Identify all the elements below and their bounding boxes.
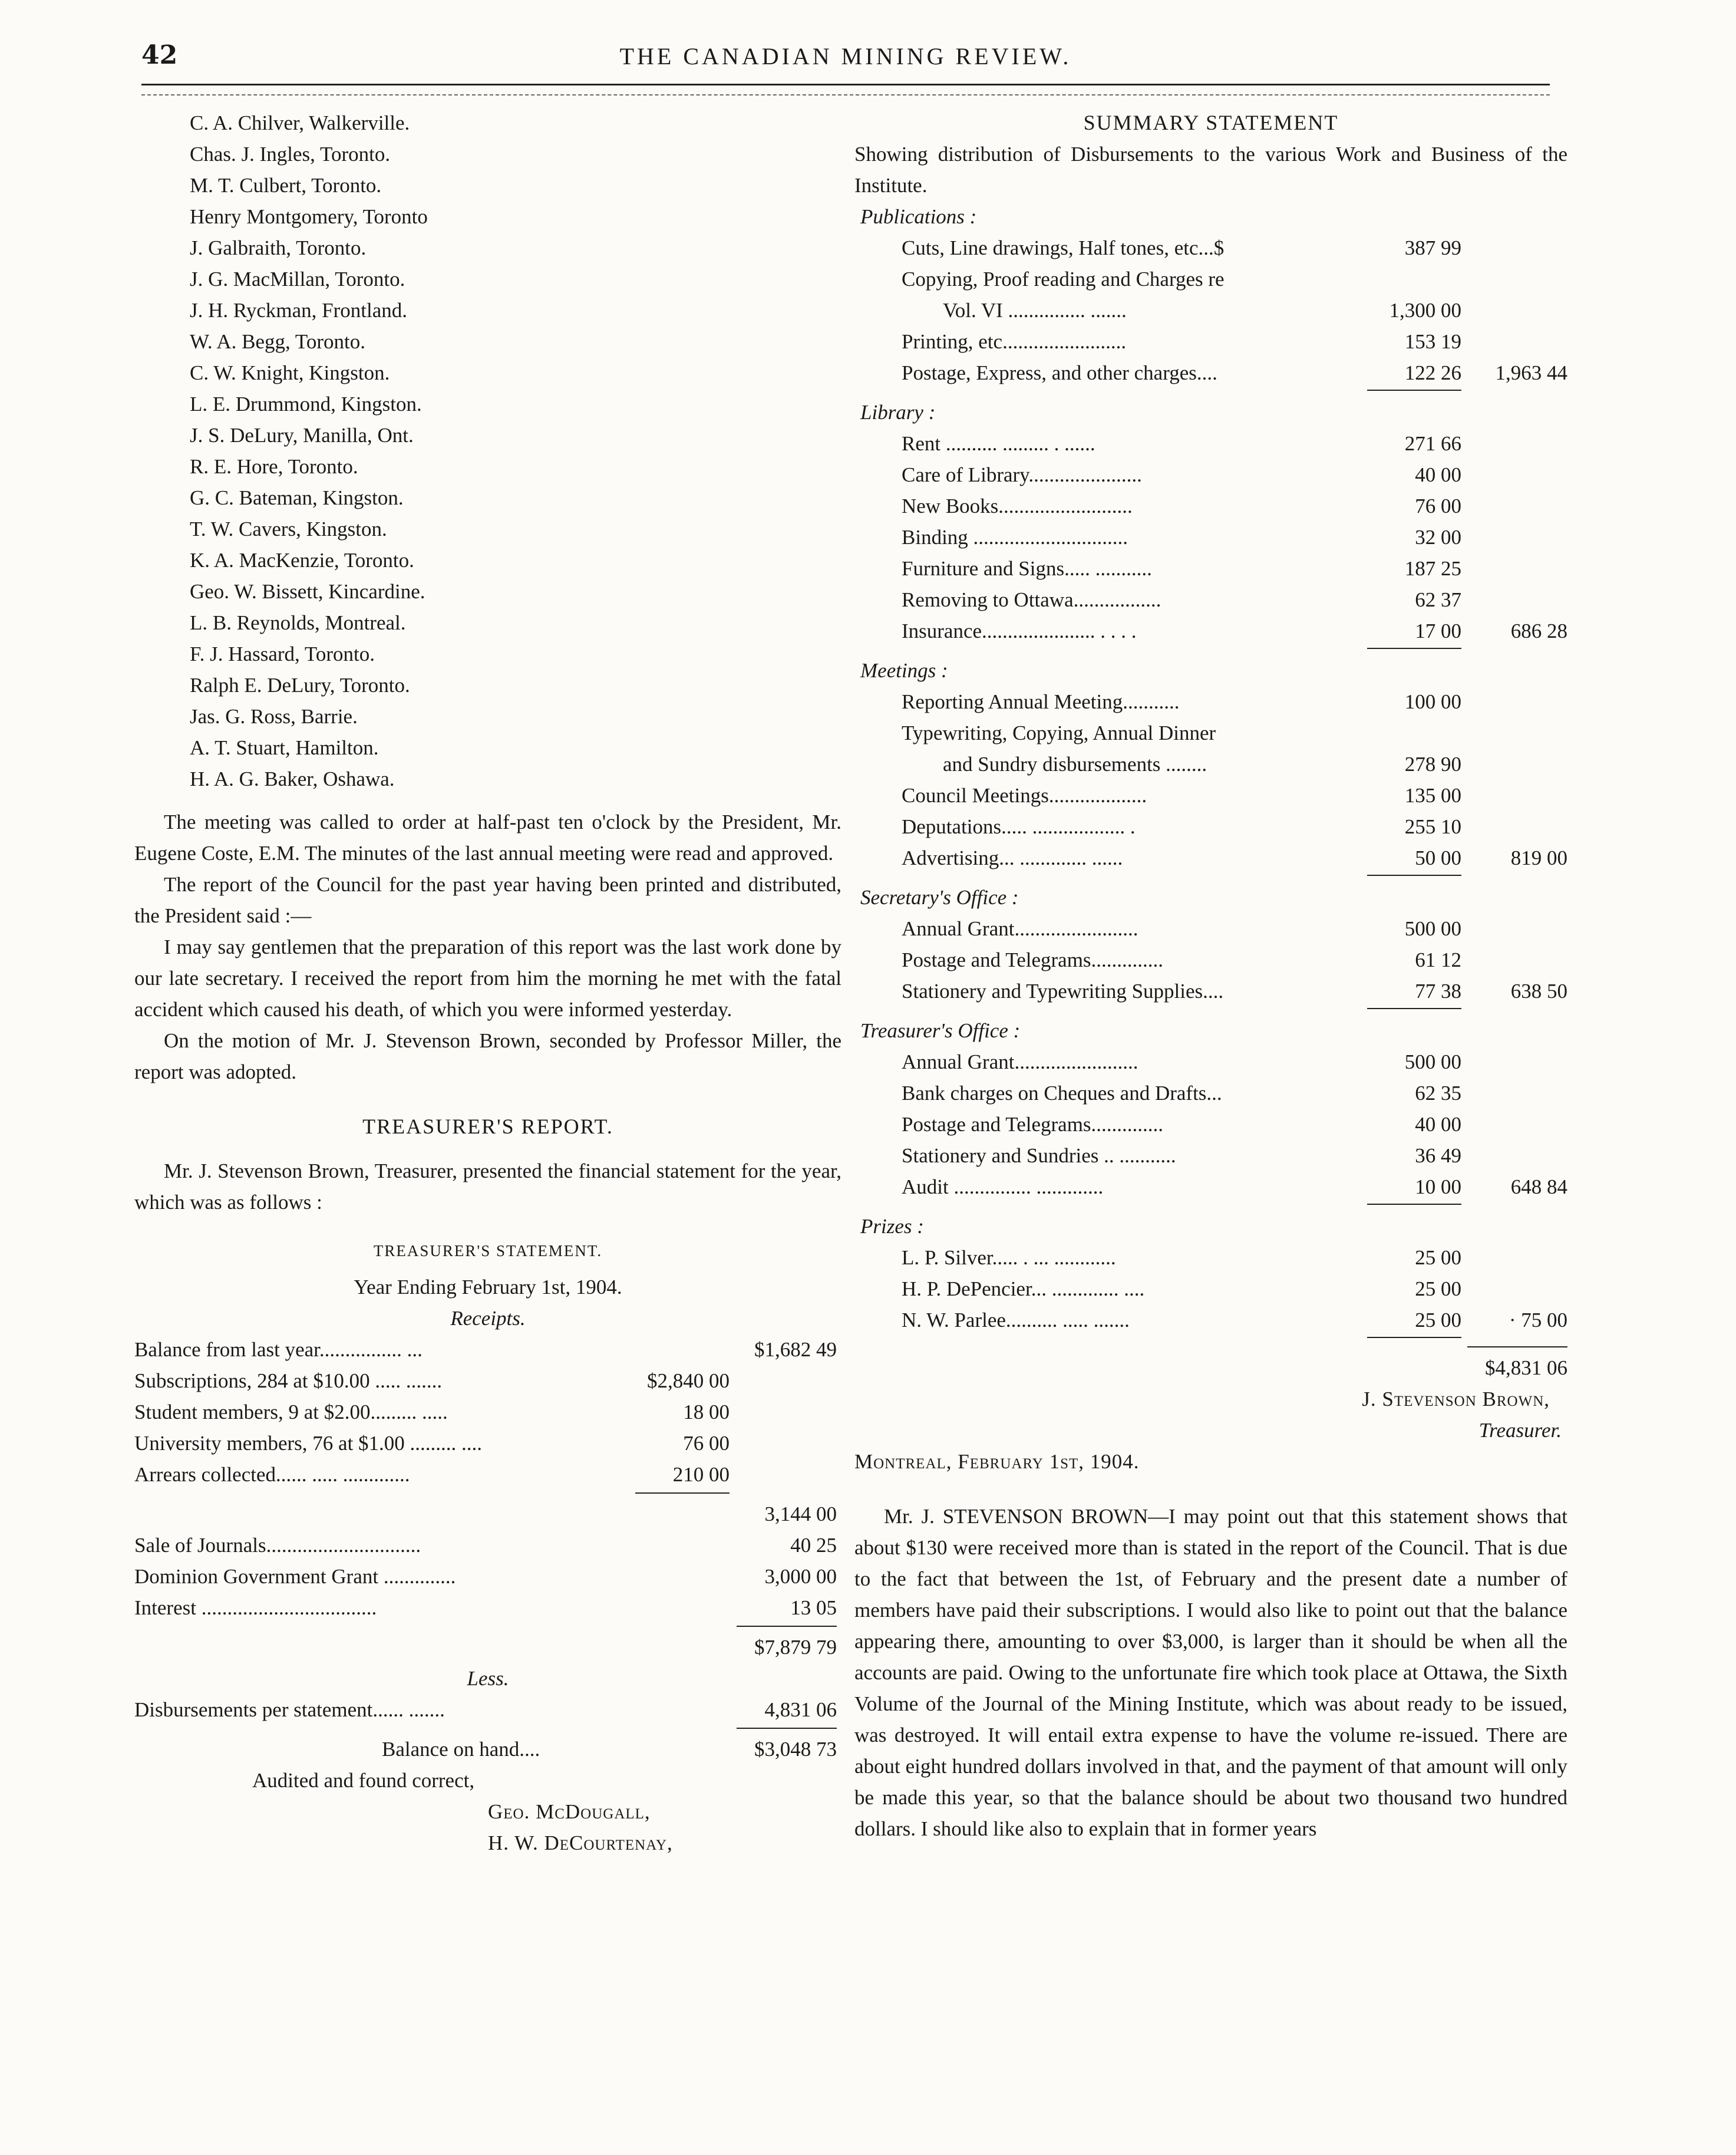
- ledger-label: Removing to Ottawa.................: [902, 588, 1161, 611]
- member-name-list: [134, 107, 841, 795]
- ledger-amount: 40 00: [1415, 1113, 1461, 1136]
- ledger-amount: 500 00: [1404, 917, 1461, 940]
- ledger-label: Annual Grant........................: [902, 1050, 1138, 1073]
- ledger-label: L. P. Silver..... . ... ............: [902, 1246, 1116, 1269]
- signer-title: Treasurer.: [1478, 1419, 1562, 1442]
- section-items: [854, 1242, 1567, 1336]
- ledger-total: 638 50: [1510, 980, 1567, 1003]
- receipts-total-row: [134, 1632, 841, 1663]
- ledger-label: Reporting Annual Meeting...........: [902, 690, 1180, 713]
- summary-sections: [854, 201, 1567, 1344]
- ledger-total: 819 00: [1510, 846, 1567, 869]
- ledger-label: Insurance...................... . . . .: [902, 620, 1137, 642]
- balance-row: [134, 1734, 841, 1765]
- member-name: J. G. MacMillan, Toronto.: [190, 268, 405, 291]
- ledger-total: $1,682 49: [754, 1338, 837, 1361]
- section-title: Treasurer's Office :: [860, 1019, 1021, 1042]
- ledger-row: [134, 1561, 841, 1592]
- ledger-label: Postage, Express, and other charges....: [902, 361, 1217, 384]
- ledger-label: Postage and Telegrams..............: [902, 1113, 1164, 1136]
- section-items: [854, 913, 1567, 1007]
- section-rule: [854, 388, 1567, 397]
- receipts-label: Receipts.: [450, 1307, 526, 1330]
- ledger-label: Advertising... ............. ......: [902, 846, 1123, 869]
- ledger-row: [854, 522, 1567, 553]
- year-ending: Year Ending February 1st, 1904.: [354, 1276, 622, 1299]
- ledger-row: [854, 263, 1567, 295]
- grand-total: $4,831 06: [1485, 1356, 1567, 1379]
- ledger-label: Stationery and Sundries .. ...........: [902, 1144, 1176, 1167]
- member-name: A. T. Stuart, Hamilton.: [190, 736, 379, 759]
- paragraph: I may say gentlemen that the preparation of this report was the last work done by our late secretary. I received the report from him the morning he met with the fatal accident which caused his death, of which you were informed yesterday.: [134, 935, 841, 1021]
- ledger-row: [854, 295, 1567, 326]
- ledger-label: Deputations..... .................. .: [902, 815, 1136, 838]
- ledger-label: Council Meetings...................: [902, 784, 1147, 807]
- ledger-amount: 135 00: [1404, 784, 1461, 807]
- ledger-row: [854, 1046, 1567, 1078]
- auditor-name: H. W. DeCourtenay,: [488, 1831, 673, 1854]
- ledger-amount: 76 00: [683, 1432, 730, 1455]
- member-name: L. B. Reynolds, Montreal.: [190, 611, 406, 634]
- ledger-row: [134, 1365, 841, 1396]
- section-items: [854, 232, 1567, 388]
- audited-note: Audited and found correct,: [252, 1769, 475, 1792]
- member-name: J. Galbraith, Toronto.: [190, 236, 367, 259]
- balance-value: $3,048 73: [754, 1738, 837, 1761]
- section-items: [854, 1046, 1567, 1202]
- ledger-amount: 17 00: [1415, 620, 1461, 642]
- ledger-label: Bank charges on Cheques and Drafts...: [902, 1082, 1222, 1105]
- ledger-row: [854, 428, 1567, 459]
- ledger-amount: 387 99: [1404, 236, 1461, 259]
- ledger-amount: 278 90: [1404, 753, 1461, 776]
- member-name: G. C. Bateman, Kingston.: [190, 486, 404, 509]
- ledger-total: 1,963 44: [1495, 361, 1567, 384]
- receipts-subtotal: 3,144 00: [764, 1502, 837, 1525]
- header-rule: [141, 84, 1550, 85]
- ledger-row: [854, 357, 1567, 388]
- member-name: Geo. W. Bissett, Kincardine.: [190, 580, 425, 603]
- ledger-total: 40 25: [790, 1534, 837, 1557]
- ledger-label: Subscriptions, 284 at $10.00 ..... .......: [134, 1369, 443, 1392]
- ledger-row: [854, 717, 1567, 749]
- ledger-label: Annual Grant........................: [902, 917, 1138, 940]
- ledger-label: Printing, etc........................: [902, 330, 1127, 353]
- ledger-label: Arrears collected...... ..... .............: [134, 1463, 410, 1486]
- ledger-amount: 18 00: [683, 1401, 730, 1424]
- member-name: H. A. G. Baker, Oshawa.: [190, 767, 395, 790]
- dateline: Montreal, February 1st, 1904.: [854, 1450, 1140, 1473]
- ledger-amount: 40 00: [1415, 463, 1461, 486]
- receipts-table-2: [134, 1530, 841, 1623]
- member-name: Chas. J. Ingles, Toronto.: [190, 143, 391, 166]
- statement-title: TREASURER'S STATEMENT.: [373, 1242, 603, 1260]
- ledger-row: [854, 584, 1567, 615]
- ledger-label: Copying, Proof reading and Charges re: [902, 268, 1225, 291]
- ledger-row: [854, 326, 1567, 357]
- page-number: 42: [141, 40, 178, 70]
- ledger-row: [134, 1530, 841, 1561]
- ledger-row: [854, 553, 1567, 584]
- paragraph: Mr. J. Stevenson Brown, Treasurer, presented the financial statement for the year, which was as follows :: [134, 1159, 841, 1214]
- ledger-row: [134, 1459, 841, 1490]
- member-name: F. J. Hassard, Toronto.: [190, 642, 375, 665]
- ledger-amount: 10 00: [1415, 1175, 1461, 1198]
- ledger-row: [854, 780, 1567, 811]
- section-rule: [854, 1007, 1567, 1015]
- section-rule: [854, 1202, 1567, 1211]
- ledger-amount: 25 00: [1415, 1309, 1461, 1332]
- signer-name: J. Stevenson Brown,: [1362, 1388, 1550, 1411]
- section-title: Library :: [860, 401, 936, 424]
- member-name: J. S. DeLury, Manilla, Ont.: [190, 424, 414, 447]
- ledger-amount: 25 00: [1415, 1246, 1461, 1269]
- section-items: [854, 428, 1567, 647]
- ledger-amount: 32 00: [1415, 526, 1461, 549]
- receipts-table: [134, 1334, 841, 1490]
- running-title: THE CANADIAN MINING REVIEW.: [619, 43, 1072, 70]
- member-name: C. W. Knight, Kingston.: [190, 361, 390, 384]
- closing-paragraph: Mr. J. STEVENSON BROWN—I may point out that this statement shows that about $130 were received more than is stated in the report of the Council. That is due to the fact that between the 1st, of February and the present date a number of members have paid their subscriptions. I would also like to point out that the balance appearing there, amounting to over $3,000, is larger than it should be when all the accounts are paid. Owing to the unfortunate fire which took place at Ottawa, the Sixth Volume of the Journal of the Mining Institute, which was about ready to be issued, was destroyed. It will entail extra expense to have the volume re-issued. There are about eight hundred dollars involved in that, and the payment of that amount will only be made this year, so that the balance should be about two thousand two hundred dollars. I should like also to explain that in former years: [854, 1505, 1567, 1840]
- ledger-row: [134, 1592, 841, 1623]
- ledger-row: [854, 1273, 1567, 1304]
- receipts-total: $7,879 79: [754, 1636, 837, 1659]
- member-name: J. H. Ryckman, Frontland.: [190, 299, 407, 322]
- ledger-label: Rent .......... ......... . ......: [902, 432, 1095, 455]
- ledger-total: 686 28: [1510, 620, 1567, 642]
- page-header: [141, 40, 1550, 75]
- ledger-amount: $2,840 00: [647, 1369, 730, 1392]
- ledger-label: Sale of Journals..............................: [134, 1534, 421, 1557]
- summary-subtitle: Showing distribution of Disbursements to the various Work and Business of the Institute.: [854, 143, 1567, 197]
- ledger-label: Binding ..............................: [902, 526, 1128, 549]
- disbursements-label: Disbursements per statement...... .......: [134, 1698, 445, 1721]
- member-name: Ralph E. DeLury, Toronto.: [190, 674, 410, 697]
- ledger-total: · 75 00: [1509, 1309, 1567, 1332]
- receipts-subtotal-row: [134, 1498, 841, 1530]
- ledger-row: [134, 1396, 841, 1428]
- member-name: C. A. Chilver, Walkerville.: [190, 111, 410, 134]
- less-label: Less.: [467, 1667, 509, 1690]
- grand-total-row: [854, 1352, 1567, 1383]
- ledger-amount: 77 38: [1415, 980, 1461, 1003]
- section-title: Meetings :: [860, 659, 948, 682]
- ledger-label: Audit ............... .............: [902, 1175, 1104, 1198]
- member-name: T. W. Cavers, Kingston.: [190, 518, 387, 541]
- ledger-amount: 36 49: [1415, 1144, 1461, 1167]
- ledger-label: Furniture and Signs..... ...........: [902, 557, 1152, 580]
- paragraph: The report of the Council for the past year having been printed and distributed, the President said :—: [134, 873, 841, 927]
- ledger-amount: 25 00: [1415, 1277, 1461, 1300]
- ledger-amount: 255 10: [1404, 815, 1461, 838]
- member-name: L. E. Drummond, Kingston.: [190, 393, 422, 416]
- section-items: [854, 686, 1567, 874]
- paragraph: The meeting was called to order at half-past ten o'clock by the President, Mr. Eugene Coste, E.M. The minutes of the last annual meeting were read and approved.: [134, 810, 841, 865]
- section-title: Secretary's Office :: [860, 886, 1019, 909]
- ledger-amount: 500 00: [1404, 1050, 1461, 1073]
- ledger-label: H. P. DePencier... ............. ....: [902, 1277, 1145, 1300]
- paragraph: On the motion of Mr. J. Stevenson Brown, seconded by Professor Miller, the report was adopted.: [134, 1029, 841, 1083]
- ledger-row: [854, 615, 1567, 647]
- header-rule-dashed: [141, 94, 1550, 95]
- section-title: Publications :: [860, 205, 977, 228]
- ledger-row: [854, 1171, 1567, 1202]
- ledger-row: [854, 811, 1567, 842]
- ledger-row: [854, 1078, 1567, 1109]
- ledger-label: Vol. VI ............... .......: [943, 299, 1127, 322]
- ledger-row: [854, 749, 1567, 780]
- ledger-row: [854, 1140, 1567, 1171]
- ledger-row: [854, 842, 1567, 874]
- treasurer-report-heading: TREASURER'S REPORT.: [362, 1115, 613, 1138]
- ledger-amount: 122 26: [1404, 361, 1461, 384]
- ledger-amount: 62 35: [1415, 1082, 1461, 1105]
- section-rule: [854, 874, 1567, 882]
- ledger-row: [854, 1109, 1567, 1140]
- section-rule: [854, 647, 1567, 655]
- ledger-total: 3,000 00: [764, 1565, 837, 1588]
- member-name: K. A. MacKenzie, Toronto.: [190, 549, 414, 572]
- ledger-label: Cuts, Line drawings, Half tones, etc...$: [902, 236, 1225, 259]
- ledger-row: [854, 490, 1567, 522]
- section-title: Prizes :: [860, 1215, 924, 1238]
- ledger-total: 13 05: [790, 1596, 837, 1619]
- left-column: [134, 107, 841, 1859]
- ledger-label: Care of Library......................: [902, 463, 1142, 486]
- auditor-name: Geo. McDougall,: [488, 1800, 651, 1823]
- ledger-label: University members, 76 at $1.00 ......... ....: [134, 1432, 483, 1455]
- member-name: Henry Montgomery, Toronto: [190, 205, 428, 228]
- ledger-label: New Books..........................: [902, 495, 1133, 518]
- ledger-amount: 61 12: [1415, 948, 1461, 971]
- section-rule: [854, 1336, 1567, 1344]
- member-name: M. T. Culbert, Toronto.: [190, 174, 382, 197]
- ledger-label: Dominion Government Grant ..............: [134, 1565, 456, 1588]
- ledger-amount: 100 00: [1404, 690, 1461, 713]
- ledger-row: [854, 913, 1567, 944]
- member-name: R. E. Hore, Toronto.: [190, 455, 358, 478]
- ledger-label: and Sundry disbursements ........: [943, 753, 1207, 776]
- ledger-row: [134, 1428, 841, 1459]
- ledger-label: Balance from last year................ ...: [134, 1338, 423, 1361]
- ledger-row: [854, 686, 1567, 717]
- ledger-row: [854, 459, 1567, 490]
- ledger-amount: 271 66: [1404, 432, 1461, 455]
- ledger-amount: 50 00: [1415, 846, 1461, 869]
- ledger-total: 648 84: [1510, 1175, 1567, 1198]
- disbursements-value: 4,831 06: [764, 1698, 837, 1721]
- ledger-label: Typewriting, Copying, Annual Dinner: [902, 721, 1216, 744]
- ledger-amount: 210 00: [672, 1463, 730, 1486]
- ledger-row: [854, 944, 1567, 976]
- member-name: W. A. Begg, Toronto.: [190, 330, 365, 353]
- member-name: Jas. G. Ross, Barrie.: [190, 705, 358, 728]
- ledger-row: [854, 232, 1567, 263]
- ledger-label: Postage and Telegrams..............: [902, 948, 1164, 971]
- ledger-row: [854, 1242, 1567, 1273]
- ledger-row: [134, 1334, 841, 1365]
- ledger-label: Student members, 9 at $2.00......... .....: [134, 1401, 448, 1424]
- ledger-amount: 62 37: [1415, 588, 1461, 611]
- right-column: [854, 107, 1567, 1844]
- ledger-row: [854, 976, 1567, 1007]
- ledger-row: [854, 1304, 1567, 1336]
- ledger-amount: 1,300 00: [1389, 299, 1461, 322]
- ledger-amount: 153 19: [1404, 330, 1461, 353]
- disbursements-row: [134, 1694, 841, 1725]
- ledger-label: N. W. Parlee.......... ..... .......: [902, 1309, 1130, 1332]
- ledger-label: Interest ..................................: [134, 1596, 377, 1619]
- ledger-label: Stationery and Typewriting Supplies....: [902, 980, 1224, 1003]
- ledger-amount: 187 25: [1404, 557, 1461, 580]
- balance-label: Balance on hand....: [382, 1738, 540, 1761]
- summary-heading: SUMMARY STATEMENT: [1083, 111, 1339, 134]
- ledger-amount: 76 00: [1415, 495, 1461, 518]
